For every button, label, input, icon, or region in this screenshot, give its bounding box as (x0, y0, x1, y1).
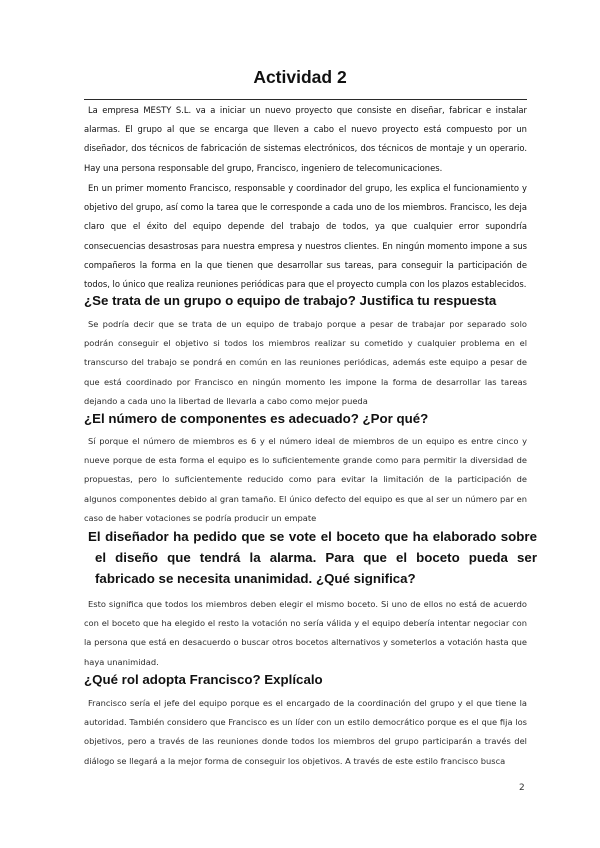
section-answer-2: Sí porque el número de miembros es 6 y el número ideal de miembros de un equipo es entre cinco y nueve porque de esta forma el equipo es lo suficientemente grande como para permitir la diversidad de propuestas, pero lo suficientemente reducido como para evitar la limitación de la participación de algunos componentes debido al gran tamaño. El único defecto del equipo es que al ser un número par en caso de haber votaciones se podría producir un empate (84, 436, 527, 523)
section-heading-4: ¿Qué rol adopta Francisco? Explícalo (84, 672, 323, 687)
section-heading-1: ¿Se trata de un grupo o equipo de trabajo? Justifica tu respuesta (84, 293, 497, 308)
page-title: Actividad 2 (253, 67, 347, 87)
section-answer-1: Se podría decir que se trata de un equipo de trabajo porque a pesar de trabajar por separado solo podrán conseguir el objetivo si todos los miembros realizar su cometido y cualquier problema en el transcurso del trabajo se pondrá en común en las reuniones periódicas, además este equipo a pesar de que está coordinado por Francisco en ningún momento les impone la forma de desarrollar las tareas dejando a cada uno la libertad de llevarla a cabo como mejor pueda (84, 319, 527, 406)
intro-paragraph-1: La empresa MESTY S.L. va a iniciar un nuevo proyecto que consiste en diseñar, fabricar e instalar alarmas. El grupo al que se encarga que lleven a cabo el nuevo proyecto está compuesto por un diseñador, dos técnicos de fabricación de sistemas electrónicos, dos técnicos de montaje y un operario. Hay una persona responsable del grupo, Francisco, ingeniero de telecomunicaciones. (84, 105, 527, 173)
title-divider (84, 99, 527, 100)
section-answer-4: Francisco sería el jefe del equipo porque es el encargado de la coordinación del grupo y el que tiene la autoridad. También considero que Francisco es un líder con un estilo democrático porque es el que fija los objetivos, pero a través de las reuniones donde todos los miembros del grupo participarán a través del diálogo se llegará a la mejor forma de conseguir los objetivos. A través de este estilo francisco busca (84, 698, 527, 766)
intro-paragraph-2: En un primer momento Francisco, responsable y coordinador del grupo, les explica el funcionamiento y objetivo del grupo, así como la tarea que le corresponde a cada uno de los miembros. Francisco, les deja claro que el éxito del equipo depende del trabajo de todos, ya que cualquier error supondría consecuencias desastrosas para nuestra empresa y nuestros clientes. En ningún momento impone a sus compañeros la forma en la que tienen que desarrollar sus tareas, para conseguir la participación de todos, lo único que realiza reuniones periódicas para que el proyecto cumpla con los plazos establecidos. (84, 183, 527, 290)
page-number: 2 (519, 783, 525, 793)
section-heading-3: El diseñador ha pedido que se vote el boceto que ha elaborado sobre el diseño que tendrá la alarma. Para que el boceto pueda ser fabricado se necesita unanimidad. ¿Qué significa? (88, 529, 537, 586)
section-answer-3: Esto significa que todos los miembros deben elegir el mismo boceto. Si uno de ellos no está de acuerdo con el boceto que ha elegido el resto la votación no sería válida y el equipo debería intentar negociar con la persona que está en desacuerdo o buscar otros bocetos alternativos y someterlos a votación hasta que haya unanimidad. (84, 599, 527, 667)
section-heading-2: ¿El número de componentes es adecuado? ¿Por qué? (84, 411, 429, 426)
